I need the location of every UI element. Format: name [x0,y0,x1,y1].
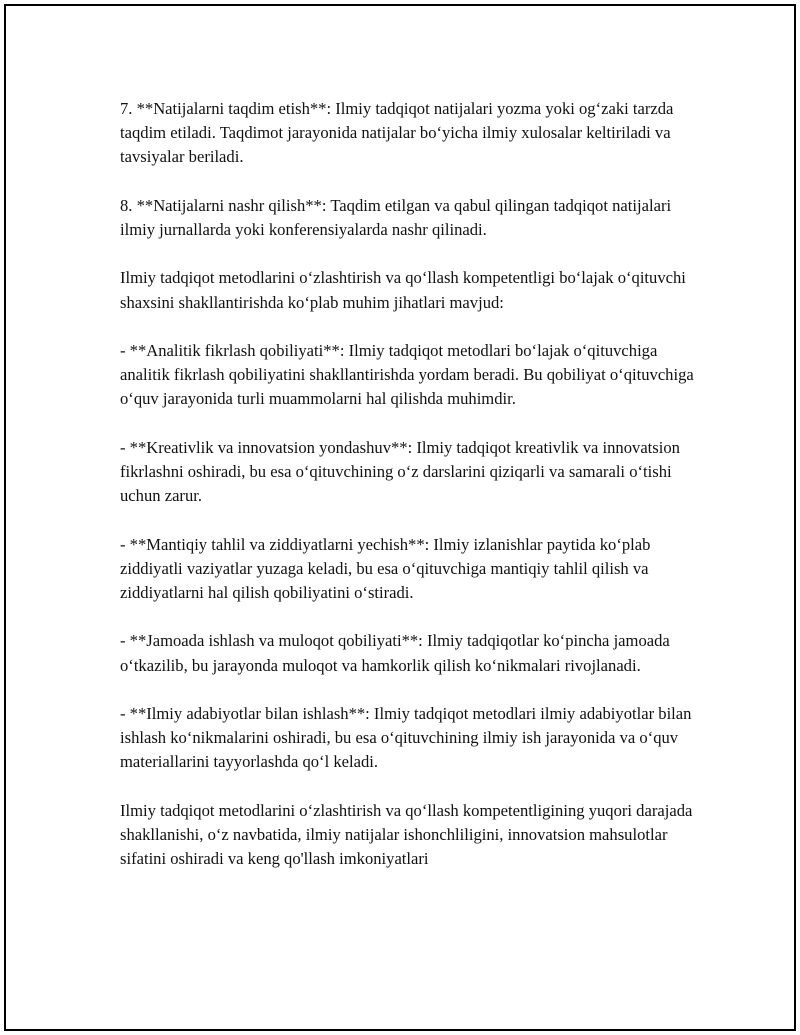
paragraph-step-7: 7. **Natijalarni taqdim etish**: Ilmiy tadqiqot natijalari yozma yoki og‘zaki tarzda taqdim etiladi. Taqdimot jarayonida natijalar bo‘yicha ilmiy xulosalar keltiriladi va tavsiyalar beriladi. [120,99,674,167]
paragraph-intro: Ilmiy tadqiqot metodlarini o‘zlashtirish va qo‘llash kompetentligi bo‘lajak o‘qituvchi shaxsini shakllantirishda ko‘plab muhim jihatlari mavjud: [120,268,686,312]
list-item-teamwork: - **Jamoada ishlash va muloqot qobiliyati**: Ilmiy tadqiqotlar ko‘pincha jamoada o‘tkazilib, bu jarayonda muloqot va hamkorlik qilish ko‘nikmalari rivojlanadi. [120,631,670,675]
paragraph-conclusion: Ilmiy tadqiqot metodlarini o‘zlashtirish va qo‘llash kompetentligining yuqori darajada shakllanishi, o‘z navbatida, ilmiy natijalar ishonchliligini, innovatsion mahsulotlar sifatini oshiradi va keng qo'llash imkoniyatlari [120,800,693,869]
list-item-creativity: - **Kreativlik va innovatsion yondashuv**: Ilmiy tadqiqot kreativlik va innovatsion fikrlashni oshiradi, bu esa o‘qituvchining o‘z darslarini qiziqarli va samarali o‘tishi uchun zarur. [120,437,680,506]
document-page [4,4,796,1031]
list-item-scientific-literature: - **Ilmiy adabiyotlar bilan ishlash**: Ilmiy tadqiqot metodlari ilmiy adabiyotlar bilan ishlash ko‘nikmalarini oshiradi, bu esa o‘qituvchining ilmiy ish jarayonida va o‘quv materiallarini tayyorlashda qo‘l keladi. [120,703,692,772]
document-body [120,97,700,871]
list-item-logical-analysis: - **Mantiqiy tahlil va ziddiyatlarni yechish**: Ilmiy izlanishlar paytida ko‘plab ziddiyatli vaziyatlar yuzaga keladi, bu esa o‘qituvchiga mantiqiy tahlil qilish va ziddiyatlarni hal qilish qobiliyatini o‘stiradi. [120,534,651,602]
paragraph-step-8: 8. **Natijalarni nashr qilish**: Taqdim etilgan va qabul qilingan tadqiqot natijalari ilmiy jurnallarda yoki konferensiyalarda nashr qilinadi. [120,195,672,239]
list-item-analytic-thinking: - **Analitik fikrlash qobiliyati**: Ilmiy tadqiqot metodlari bo‘lajak o‘qituvchiga analitik fikrlash qobiliyatini shakllantirishda yordam beradi. Bu qobiliyat o‘qituvchiga o‘quv jarayonida turli muammolarni hal qilishda muhimdir. [120,340,694,409]
